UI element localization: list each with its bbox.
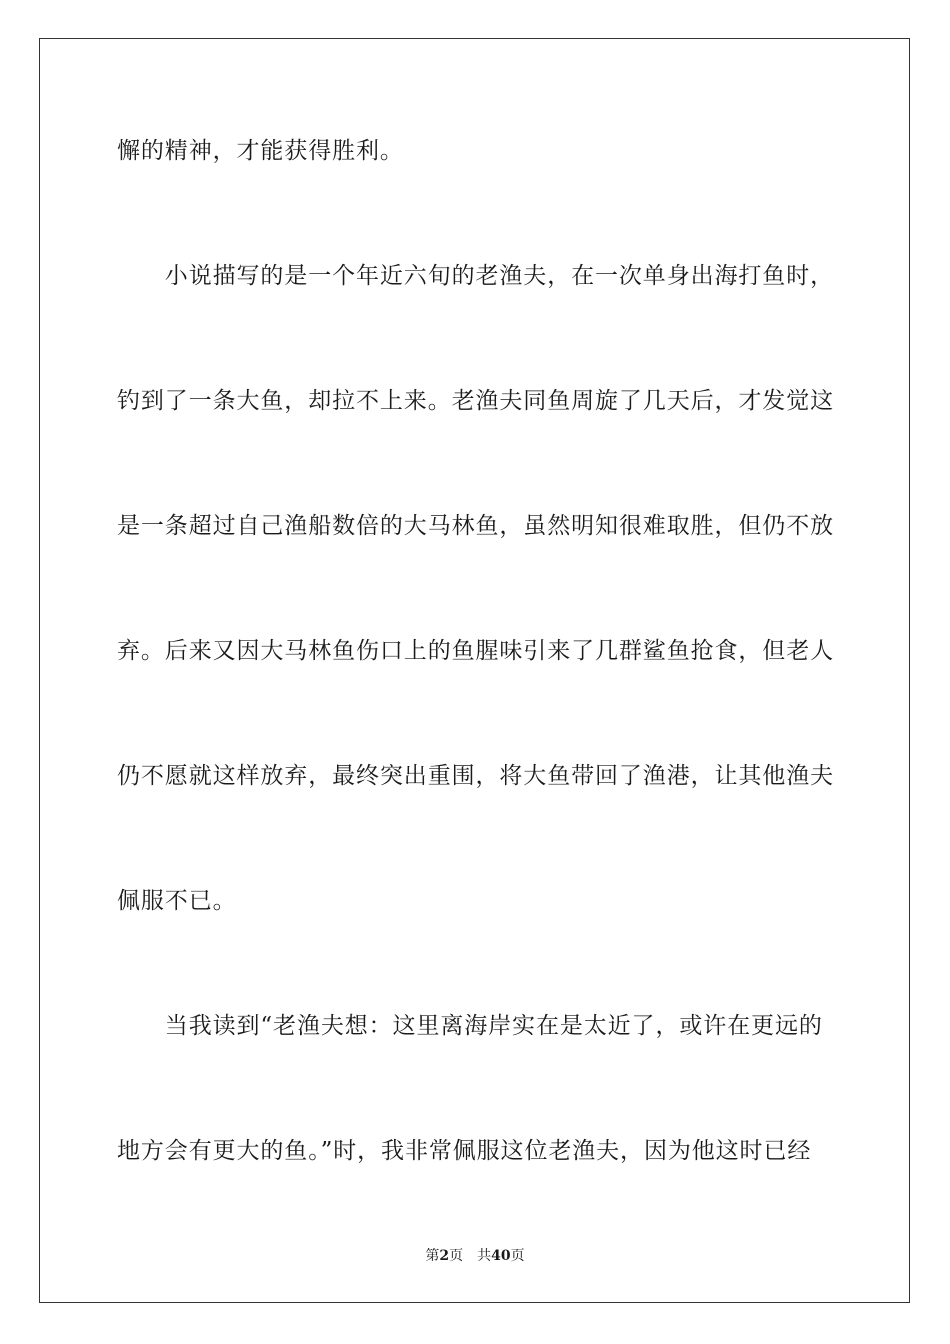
total-pages: 40: [491, 1248, 511, 1264]
total-prefix: 共: [477, 1248, 492, 1264]
text-line-9: 地方会有更大的鱼。”时，我非常佩服这位老渔夫，因为他这时已经: [117, 1138, 812, 1164]
page-suffix: 页: [449, 1248, 464, 1264]
text-line-3: 钓到了一条大鱼，却拉不上来。老渔夫同鱼周旋了几天后，才发觉这: [117, 388, 834, 414]
text-line-8: 当我读到“老渔夫想：这里离海岸实在是太近了，或许在更远的: [117, 1013, 823, 1039]
page-border: [39, 38, 910, 1303]
page-prefix: 第: [425, 1248, 440, 1264]
text-line-2: 小说描写的是一个年近六旬的老渔夫，在一次单身出海打鱼时，: [117, 263, 834, 289]
text-line-5: 弃。后来又因大马林鱼伤口上的鱼腥味引来了几群鲨鱼抢食，但老人: [117, 638, 834, 664]
text-line-4: 是一条超过自己渔船数倍的大马林鱼，虽然明知很难取胜，但仍不放: [117, 513, 834, 539]
page-number: 2: [439, 1248, 450, 1264]
text-line-7: 佩服不已。: [117, 888, 237, 914]
text-line-6: 仍不愿就这样放弃，最终突出重围，将大鱼带回了渔港，让其他渔夫: [117, 763, 834, 789]
page-footer: [0, 1247, 950, 1265]
text-line-1: 懈的精神，才能获得胜利。: [117, 138, 404, 164]
total-suffix: 页: [510, 1248, 525, 1264]
